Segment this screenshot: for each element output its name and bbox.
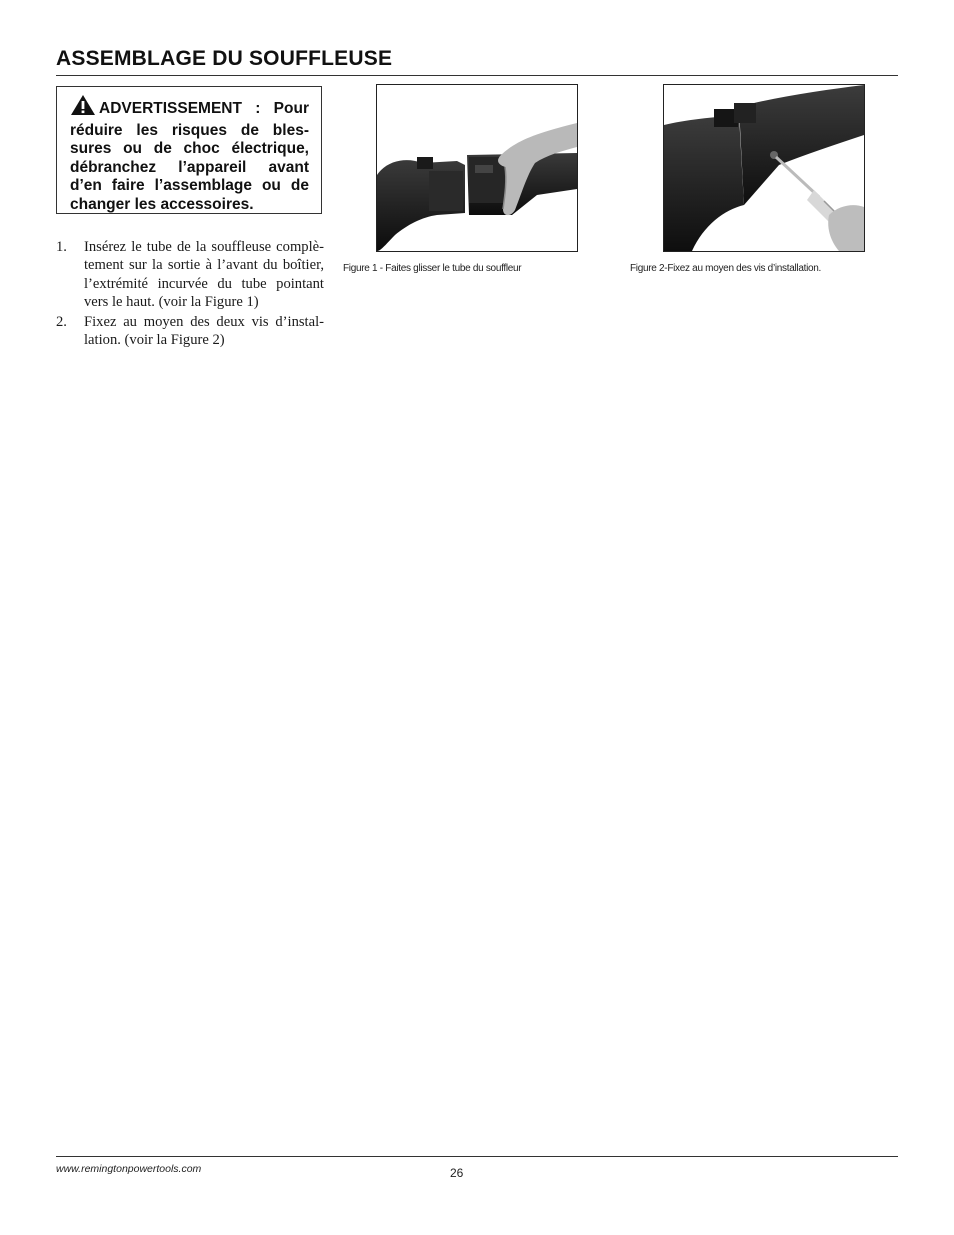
warning-box: [56, 86, 322, 214]
figure-2-caption: Figure 2-Fixez au moyen des vis d’installation.: [630, 263, 821, 274]
instruction-steps: [56, 238, 324, 352]
figure-2-photo: [663, 84, 865, 252]
page-title: ASSEMBLAGE DU SOUFFLEUSE: [56, 47, 393, 70]
warning-text: ADVERTISSEMENT : Pour réduire les risques de bles-sures ou de choc électrique, débranchez l’appareil avant d’en faire l’assemblage ou de changer les accessoires.: [70, 100, 309, 213]
title-divider: [56, 75, 898, 76]
step-text: Insérez le tube de la souffleuse complè-tement sur la sortie à l’avant du boîtier, l’extrémité incurvée du tube pointant vers le haut. (voir la Figure 1): [84, 239, 324, 310]
step-number: 2.: [56, 314, 67, 331]
step-item: [56, 313, 324, 350]
footer-divider: [56, 1156, 898, 1157]
warning-triangle-icon: [70, 94, 96, 122]
footer-url: www.remingtonpowertools.com: [56, 1163, 202, 1175]
step-item: [56, 238, 324, 311]
step-text: Fixez au moyen des deux vis d’instal-lation. (voir la Figure 2): [84, 314, 324, 349]
page-number: 26: [450, 1166, 464, 1180]
figure-1-photo: [376, 84, 578, 252]
figure-1-caption: Figure 1 - Faites glisser le tube du souffleur: [343, 263, 522, 274]
step-number: 1.: [56, 239, 67, 255]
